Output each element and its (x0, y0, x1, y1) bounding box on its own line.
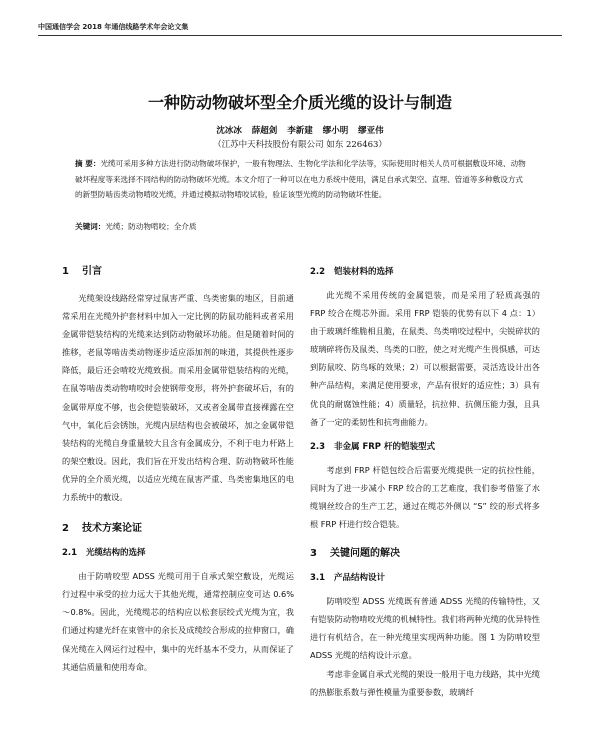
section-title: 关键问题的解决 (330, 548, 400, 560)
keywords (75, 219, 527, 234)
abstract (75, 156, 527, 203)
subsection-title: 产品结构设计 (334, 573, 386, 584)
left-column (62, 262, 294, 676)
running-header: 中国通信学会 2018 年通信线路学术年会论文集 (38, 23, 189, 31)
intro-paragraph: 光缆架设线路经常穿过鼠害严重、鸟类密集的地区，目前通常采用在光缆外护套材料中加入一定比例的防鼠功能料或者采用金属带铠装结构的光缆来达到防动物破坏功能。但是随着时间的推移，老鼠等啮齿类动物逐步适应添加剂的味道，其提供性逐步降低，最后还会啃咬光缆致损。而采用金属带铠装结构的光缆，在鼠等啮齿类动物啃咬时会使钢带变形，将外护套破坏后，有的金属带厚度不够，也会使铠装破坏，又或者金属带直接裸露在空气中，氧化后会锈蚀，光缆内层结构也会被破坏，加之金属带铠装结构的光缆自身重量较大且含有金属成分，不利于电力杆路上的架空敷设。因此，我们旨在开发出结构合理、防动物破坏性能优异的全介质光缆，以适应光缆在鼠害严重、鸟类密集地区的电力系统中的敷设。 (62, 293, 294, 503)
subsection-number: 2.1 (62, 548, 78, 559)
subsection-title: 非金属 FRP 杆的铠装型式 (334, 441, 436, 452)
affiliation: （江苏中天科技股份有限公司 如东 226463） (213, 140, 387, 150)
keywords-text: 光缆；防动物啃咬；全介质 (105, 222, 197, 231)
section-number: 1 (62, 266, 69, 277)
keywords-label: 关键词： (75, 222, 106, 231)
product-design-paragraph-continued: 考虑非金属自承式光缆的架设一般用于电力线路，其中光缆的热膨胀系数与弹性模量为重要参数，玻璃纤 (310, 668, 540, 697)
header-rule (38, 35, 562, 36)
subsection-title: 光缆结构的选择 (86, 548, 146, 559)
armor-material-paragraph: 此光缆不采用传统的金属铠装，而是采用了轻质高强的 FRP 绞合在缆芯外面。采用 FRP 铠装的优势有以下 4 点：1）由于玻璃纤维脆相且脆，在鼠类、鸟类啃咬过程中，尖锐碎状的玻璃碎将伤及鼠类、鸟类的口腔，使之对光缆产生畏惧感，可达到防鼠咬、防鸟啄的效果；2）可以根据需要，灵活选设计出各种产品结构，来满足使用要求，产品有很好的适应性；3）具有优良的耐腐蚀性能；4）质量轻，抗拉伸、抗侧压能力强，且具备了一定的柔韧性和抗弯曲能力。 (310, 290, 540, 427)
subsection-title: 铠装材料的选择 (334, 267, 394, 277)
authors: 沈冰冰 薛超剑 李新建 缪小明 缪亚伟 (216, 126, 384, 136)
subsection-2-2-heading (310, 265, 540, 277)
subsection-2-3-heading (310, 440, 540, 452)
section-title: 技术方案论证 (82, 523, 142, 535)
paper-title: 一种防动物破坏型全介质光缆的设计与制造 (147, 93, 452, 112)
section-number: 3 (310, 548, 317, 560)
section-number: 2 (62, 523, 69, 535)
section-2-heading (62, 519, 294, 534)
subsection-2-1-heading (62, 546, 294, 558)
subsection-number: 3.1 (310, 573, 326, 584)
subsection-number: 2.3 (310, 441, 326, 452)
section-1-heading (62, 262, 294, 277)
product-design-paragraph: 防啃咬型 ADSS 光缆既有普通 ADSS 光缆的传输特性，又有铠装防动物啃咬光缆的机械特性。我们将两种光缆的优异特性进行有机结合，在一种光缆里实现两种功能。图 1 为防啃咬型 ADSS 光缆的结构设计示意。 (310, 596, 540, 661)
frp-armor-paragraph: 考虑到 FRP 杆铠包绞合后需要光缆提供一定的抗拉性能，同时为了进一步减小 FRP 绞合的工艺难度，我们参考借鉴了水缆钢丝绞合的生产工艺，通过在缆芯外侧以 “S” 绞的形式将多根 FRP 杆进行绞合铠装。 (310, 464, 540, 530)
cable-structure-paragraph: 由于防啃咬型 ADSS 光缆可用于自承式架空敷设，光缆运行过程中承受的拉力远大于其他光缆，通常控制应变可达 0.6%～0.8%。因此，光缆缆芯的结构应以松套层绞式光缆为宜，我们通过构建光纤在束管中的余长及成缆绞合形成的拉伸窗口，确保光缆在入网运行过程中，集中的光纤基本不受力，从而保证了其通信质量和使用寿命。 (62, 571, 294, 672)
abstract-text: 光缆可采用多种方法进行防动物破坏保护，一般有物理法、生物化学法和化学法等，实际使用时相关人员可根据敷设环境、动物破坏程度等来选择不同结构的防动物破坏光缆。本文介绍了一种可以在电力系统中使用，满足自承式架空、直埋、管道等多种敷设方式的新型防啮齿类动物啃咬光缆，并通过模拟动物啃咬试验，验证该型光缆的防动物破坏性能。 (75, 159, 526, 200)
right-column (310, 265, 540, 701)
section-title: 引言 (82, 266, 102, 277)
section-3-heading (310, 544, 540, 559)
subsection-3-1-heading (310, 571, 540, 583)
abstract-label: 摘 要： (75, 159, 101, 168)
subsection-number: 2.2 (310, 267, 326, 277)
